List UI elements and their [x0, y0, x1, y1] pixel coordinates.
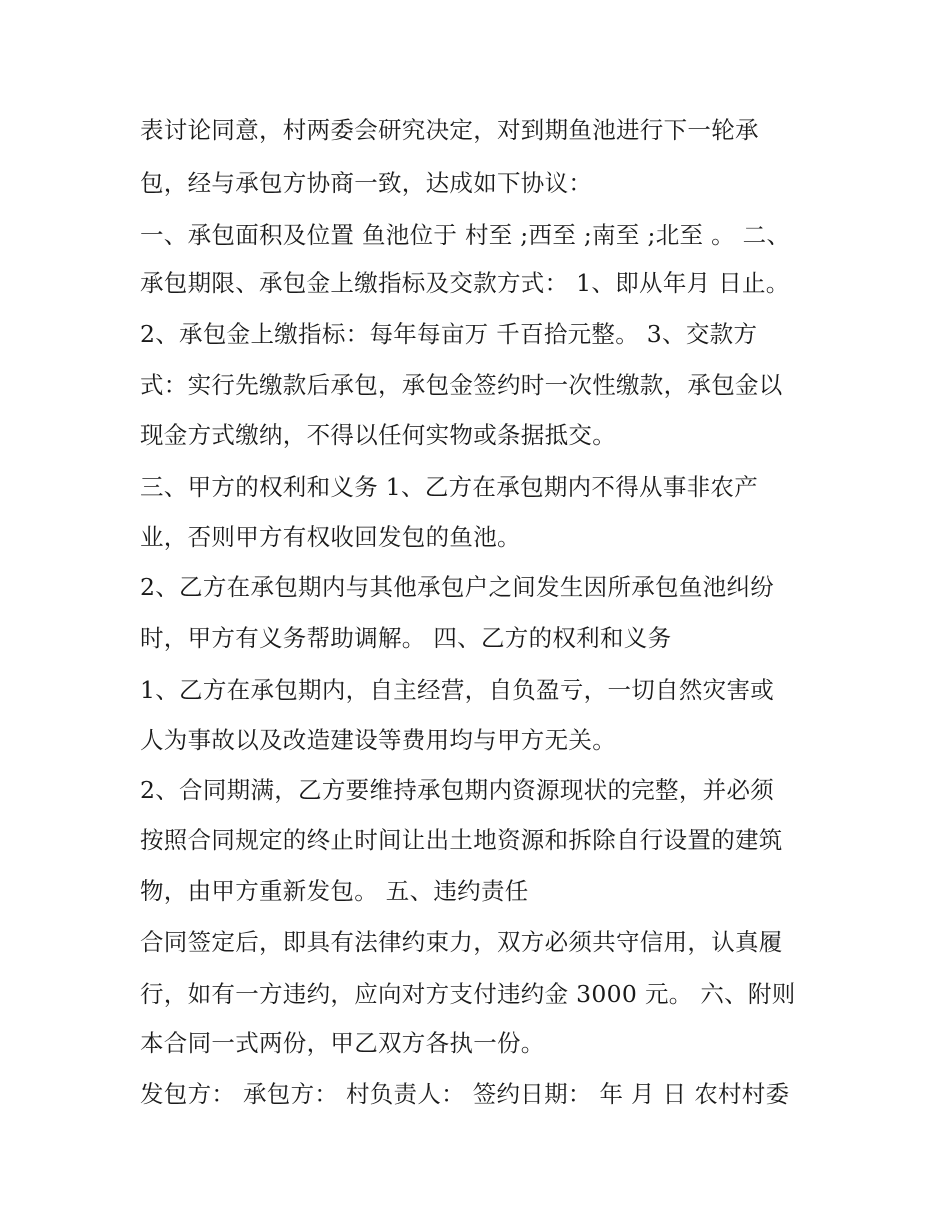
- text-line: 2、乙方在承包期内与其他承包户之间发生因所承包鱼池纠纷: [140, 573, 775, 601]
- text-line: 现金方式缴纳，不得以任何实物或条据抵交。: [140, 421, 616, 449]
- text-line: 承包期限、承包金上缴指标及交款方式： 1、即从年月 日止。: [140, 269, 790, 297]
- text-line: 物，由甲方重新发包。 五、违约责任: [140, 877, 529, 905]
- text-line: 式：实行先缴款后承包，承包金签约时一次性缴款，承包金以: [140, 371, 783, 399]
- text-line: 发包方： 承包方： 村负责人： 签约日期： 年 月 日 农村村委: [140, 1080, 790, 1108]
- text-line: 包，经与承包方协商一致，达成如下协议：: [140, 169, 593, 197]
- text-line: 按照合同规定的终止时间让出土地资源和拆除自行设置的建筑: [140, 826, 783, 854]
- text-line: 时，甲方有义务帮助调解。 四、乙方的权利和义务: [140, 624, 672, 652]
- text-line: 本合同一式两份，甲乙双方各执一份。: [140, 1029, 545, 1057]
- text-line: 表讨论同意，村两委会研究决定，对到期鱼池进行下一轮承: [140, 116, 759, 144]
- text-line: 2、承包金上缴指标：每年每亩万 千百拾元整。 3、交款方: [140, 320, 758, 348]
- text-line: 一、承包面积及位置 鱼池位于 村至 ;西至 ;南至 ;北至 。 二、: [140, 221, 791, 249]
- text-line: 1、乙方在承包期内，自主经营，自负盈亏，一切自然灾害或: [140, 676, 775, 704]
- text-line: 三、甲方的权利和义务 1、乙方在承包期内不得从事非农产: [140, 473, 759, 501]
- text-line: 人为事故以及改造建设等费用均与甲方无关。: [140, 726, 616, 754]
- text-line: 2、合同期满，乙方要维持承包期内资源现状的完整，并必须: [140, 776, 775, 804]
- text-line: 业，否则甲方有权收回发包的鱼池。: [140, 523, 521, 551]
- text-line: 行，如有一方违约，应向对方支付违约金 3000 元。 六、附则: [140, 980, 796, 1008]
- text-line: 合同签定后，即具有法律约束力，双方必须共守信用，认真履: [140, 928, 783, 956]
